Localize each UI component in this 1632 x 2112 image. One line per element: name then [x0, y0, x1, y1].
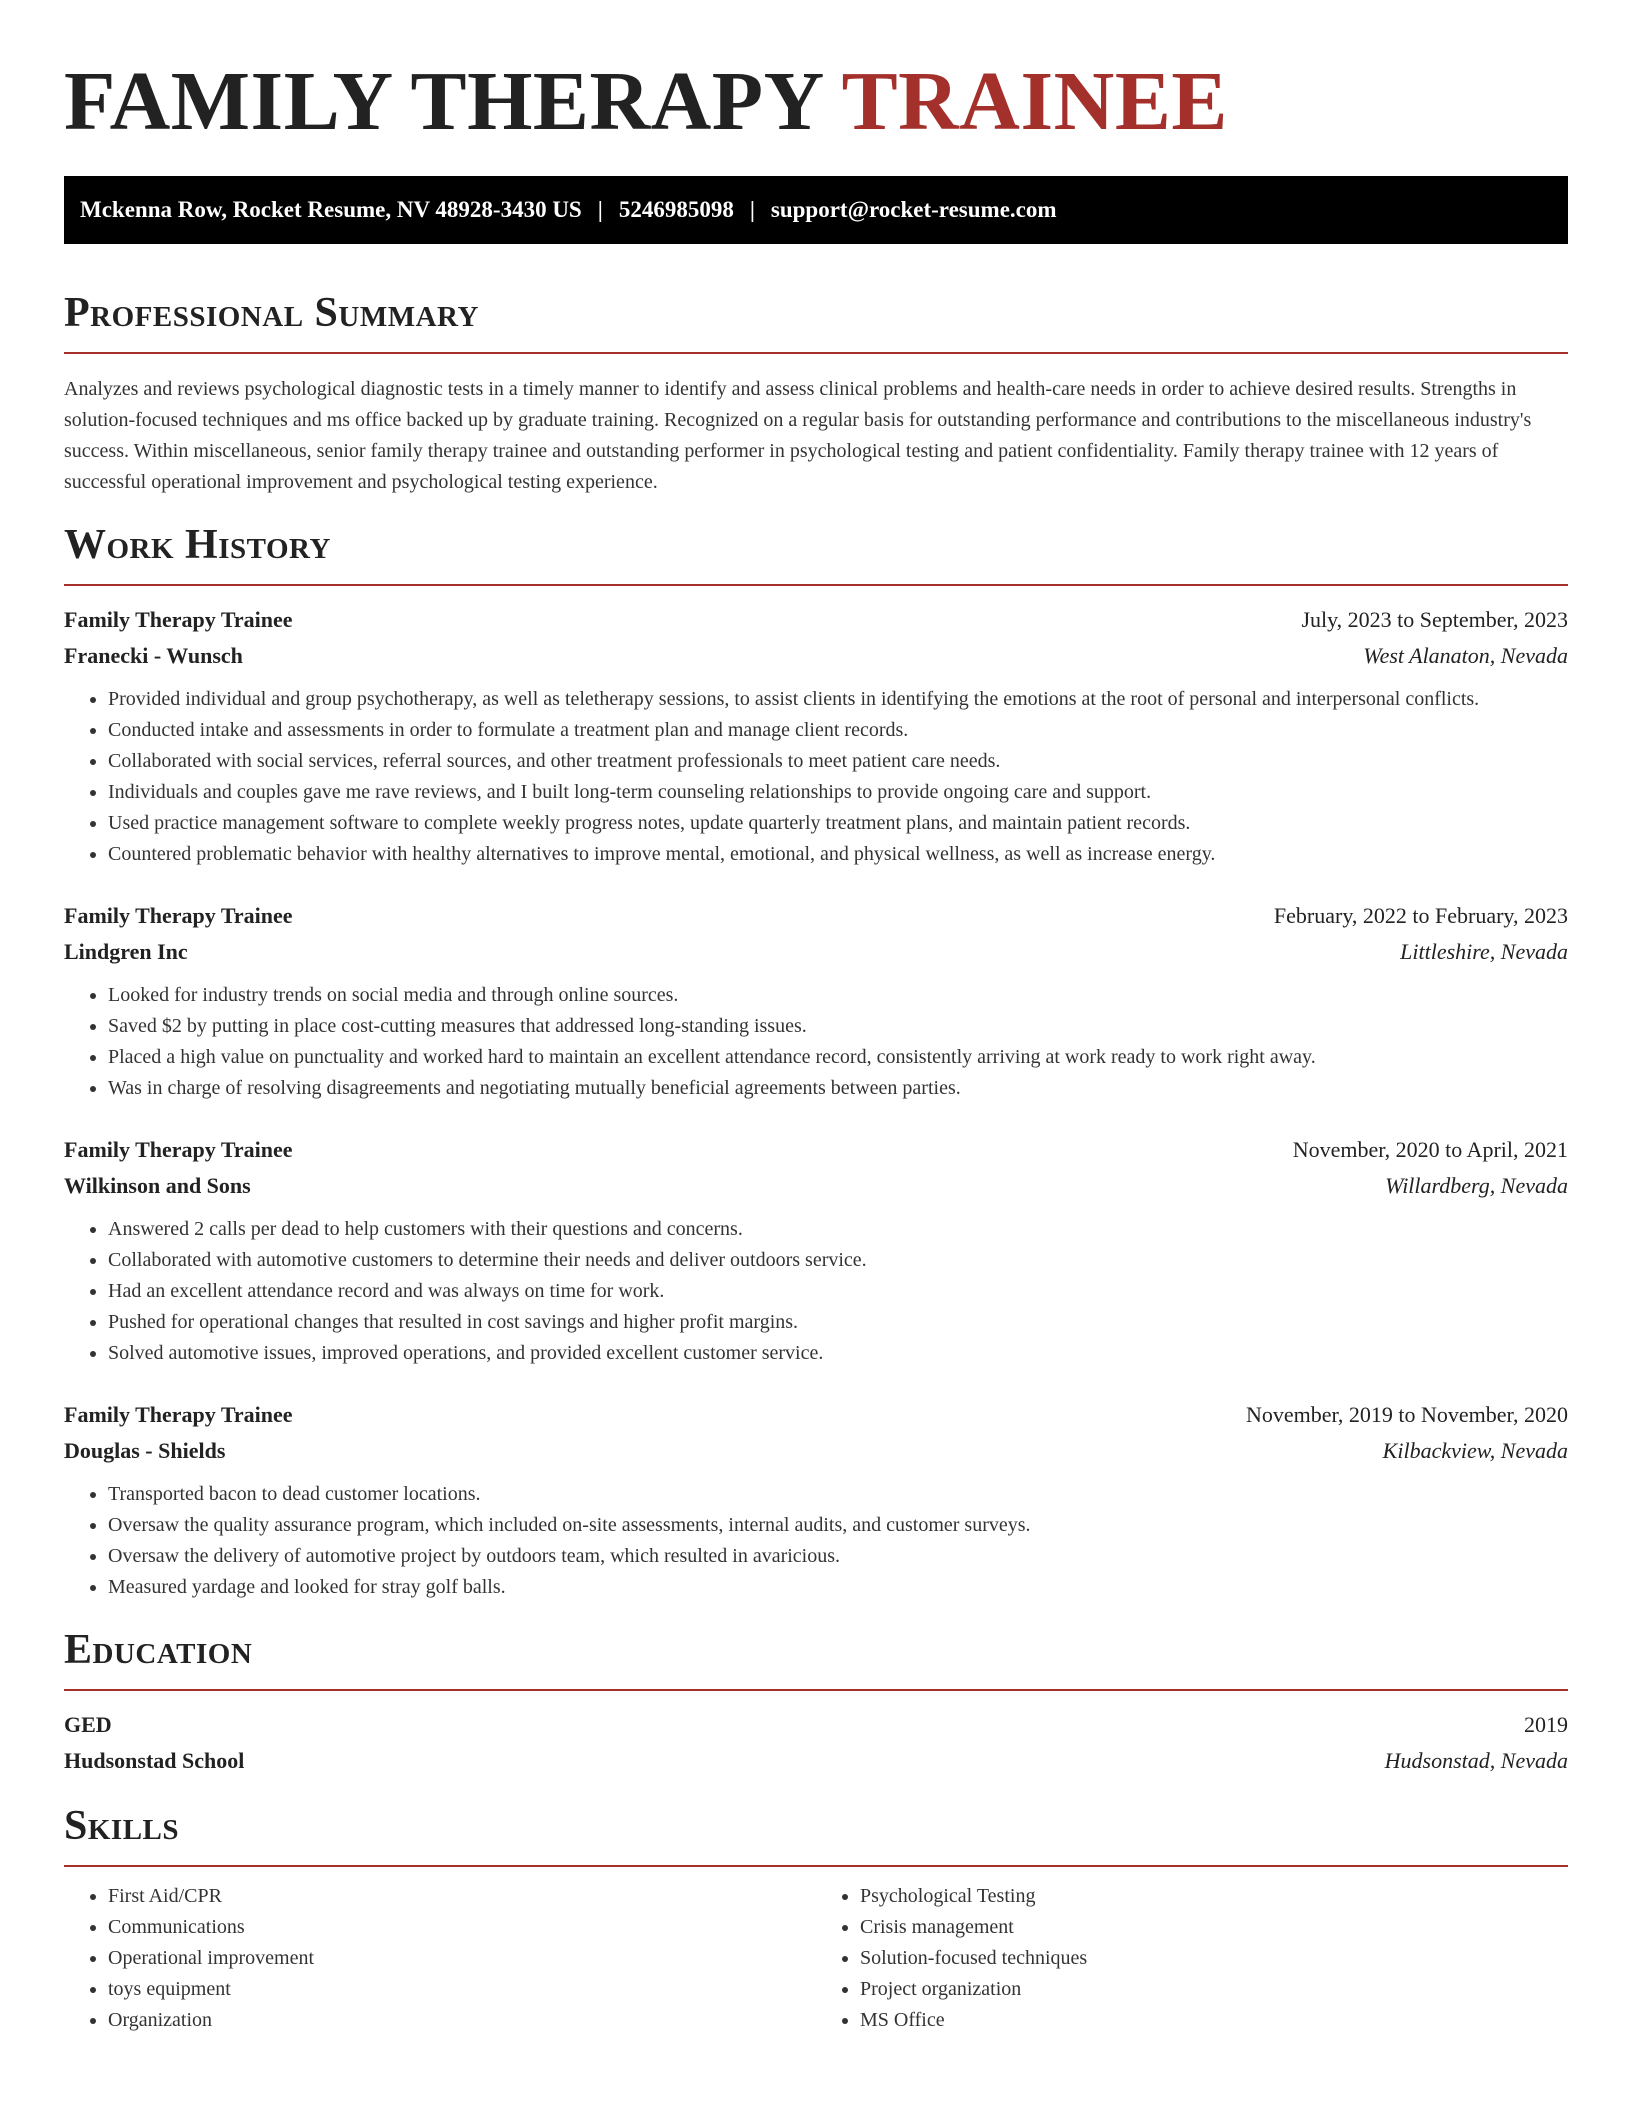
- job-bullet: • Measured yardage and looked for stray golf balls.: [108, 1572, 1568, 1603]
- job-bullet: • Provided individual and group psychotherapy, as well as teletherapy sessions, to assist clients in identifying the emotions at the root of personal and interpersonal conflicts.: [108, 684, 1568, 715]
- job-header-row: [64, 1397, 1568, 1433]
- skill-item: • Solution-focused techniques: [860, 1943, 1568, 1974]
- job-entry: [64, 898, 1568, 1104]
- title-accent: TRAINEE: [841, 55, 1228, 148]
- skill-item: • Organization: [108, 2005, 816, 2036]
- education-entry: [64, 1707, 1568, 1779]
- job-company-row: [64, 1168, 1568, 1204]
- job-bullet: • Had an excellent attendance record and was always on time for work.: [108, 1276, 1568, 1307]
- education-heading: Education: [64, 1627, 253, 1673]
- contact-bar: [64, 176, 1568, 244]
- job-bullet: • Countered problematic behavior with healthy alternatives to improve mental, emotional, and physical wellness, as well as increase energy.: [108, 839, 1568, 870]
- skill-item: • Communications: [108, 1912, 816, 1943]
- summary-section: [64, 288, 1568, 498]
- job-dates: July, 2023 to September, 2023: [1301, 607, 1568, 632]
- section-divider: [64, 584, 1568, 586]
- skill-item: • toys equipment: [108, 1974, 816, 2005]
- skill-item: • MS Office: [860, 2005, 1568, 2036]
- job-bullet: • Saved $2 by putting in place cost-cutting measures that addressed long-standing issues.: [108, 1011, 1568, 1042]
- job-title: Family Therapy Trainee: [64, 607, 293, 632]
- contact-separator: |: [749, 197, 755, 222]
- job-location: Littleshire, Nevada: [1400, 939, 1568, 964]
- education-school-row: [64, 1743, 1568, 1779]
- job-header-row: [64, 602, 1568, 638]
- job-bullet: • Answered 2 calls per dead to help customers with their questions and concerns.: [108, 1214, 1568, 1245]
- skills-section: [64, 1801, 1568, 2036]
- contact-email: support@rocket-resume.com: [770, 197, 1057, 222]
- job-bullet: • Pushed for operational changes that resulted in cost savings and higher profit margins.: [108, 1307, 1568, 1338]
- job-bullet: • Looked for industry trends on social media and through online sources.: [108, 980, 1568, 1011]
- job-location: Kilbackview, Nevada: [1382, 1438, 1568, 1463]
- job-bullet: • Collaborated with automotive customers to determine their needs and deliver outdoors service.: [108, 1245, 1568, 1276]
- job-dates: November, 2019 to November, 2020: [1245, 1402, 1568, 1427]
- job-company: Wilkinson and Sons: [64, 1173, 251, 1198]
- job-bullet: • Collaborated with social services, referral sources, and other treatment professionals to meet patient care needs.: [108, 746, 1568, 777]
- skills-columns: [64, 1881, 1568, 2036]
- work-history-heading: Work History: [64, 522, 331, 568]
- job-company-row: [64, 638, 1568, 674]
- education-location: Hudsonstad, Nevada: [1384, 1748, 1568, 1773]
- education-degree: GED: [64, 1712, 112, 1737]
- job-company-row: [64, 934, 1568, 970]
- education-school: Hudsonstad School: [64, 1748, 245, 1773]
- job-bullets: [64, 684, 1568, 870]
- skills-heading: Skills: [64, 1803, 180, 1849]
- job-bullets: [64, 1214, 1568, 1369]
- job-bullet: • Solved automotive issues, improved operations, and provided excellent customer service.: [108, 1338, 1568, 1369]
- job-bullet: • Conducted intake and assessments in order to formulate a treatment plan and manage client records.: [108, 715, 1568, 746]
- job-company: Douglas - Shields: [64, 1438, 226, 1463]
- job-title: Family Therapy Trainee: [64, 1137, 293, 1162]
- title-main: FAMILY THERAPY: [64, 55, 842, 148]
- job-title: Family Therapy Trainee: [64, 903, 293, 928]
- job-company: Lindgren Inc: [64, 939, 188, 964]
- job-bullet: • Used practice management software to complete weekly progress notes, update quarterly treatment plans, and maintain patient records.: [108, 808, 1568, 839]
- contact-separator: |: [597, 197, 603, 222]
- job-header-row: [64, 898, 1568, 934]
- job-bullet: • Oversaw the delivery of automotive project by outdoors team, which resulted in avaricious.: [108, 1541, 1568, 1572]
- job-bullet: • Individuals and couples gave me rave reviews, and I built long-term counseling relationships to provide ongoing care and support.: [108, 777, 1568, 808]
- education-section: [64, 1625, 1568, 1779]
- contact-address: Mckenna Row, Rocket Resume, NV 48928-3430 US: [80, 197, 582, 222]
- summary-heading: Professional Summary: [64, 290, 479, 336]
- education-year: 2019: [1524, 1712, 1568, 1737]
- skill-item: • Project organization: [860, 1974, 1568, 2005]
- job-location: Willardberg, Nevada: [1385, 1173, 1568, 1198]
- job-dates: November, 2020 to April, 2021: [1292, 1137, 1568, 1162]
- job-bullet: • Placed a high value on punctuality and worked hard to maintain an excellent attendance record, consistently arriving at work ready to work right away.: [108, 1042, 1568, 1073]
- skill-item: • Crisis management: [860, 1912, 1568, 1943]
- section-divider: [64, 1865, 1568, 1867]
- job-bullet: • Was in charge of resolving disagreements and negotiating mutually beneficial agreements between parties.: [108, 1073, 1568, 1104]
- summary-text: Analyzes and reviews psychological diagnostic tests in a timely manner to identify and assess clinical problems and health-care needs in order to achieve desired results. Strengths in solution-focused techniques and ms office backed up by graduate training. Recognized on a regular basis for outstanding performance and contributions to the miscellaneous industry's success. Within miscellaneous, senior family therapy trainee and outstanding performer in psychological testing and patient confidentiality. Family therapy trainee with 12 years of successful operational improvement and psychological testing experience.: [64, 378, 1532, 493]
- skills-list-left: [64, 1881, 816, 2036]
- job-entry: [64, 602, 1568, 870]
- job-location: West Alanaton, Nevada: [1363, 643, 1568, 668]
- job-bullet: • Oversaw the quality assurance program, which included on-site assessments, internal audits, and customer surveys.: [108, 1510, 1568, 1541]
- job-company: Franecki - Wunsch: [64, 643, 243, 668]
- job-bullets: [64, 980, 1568, 1104]
- skills-list-right: [816, 1881, 1568, 2036]
- job-company-row: [64, 1433, 1568, 1469]
- job-entry: [64, 1397, 1568, 1603]
- skill-item: • Operational improvement: [108, 1943, 816, 1974]
- job-bullet: • Transported bacon to dead customer locations.: [108, 1479, 1568, 1510]
- section-divider: [64, 1689, 1568, 1691]
- job-header-row: [64, 1132, 1568, 1168]
- job-title: Family Therapy Trainee: [64, 1402, 293, 1427]
- education-degree-row: [64, 1707, 1568, 1743]
- skill-item: • First Aid/CPR: [108, 1881, 816, 1912]
- job-bullets: [64, 1479, 1568, 1603]
- work-history-section: [64, 520, 1568, 1603]
- skill-item: • Psychological Testing: [860, 1881, 1568, 1912]
- contact-phone: 5246985098: [618, 197, 734, 222]
- job-dates: February, 2022 to February, 2023: [1273, 903, 1568, 928]
- job-entry: [64, 1132, 1568, 1369]
- resume-title: [64, 0, 1568, 152]
- section-divider: [64, 352, 1568, 354]
